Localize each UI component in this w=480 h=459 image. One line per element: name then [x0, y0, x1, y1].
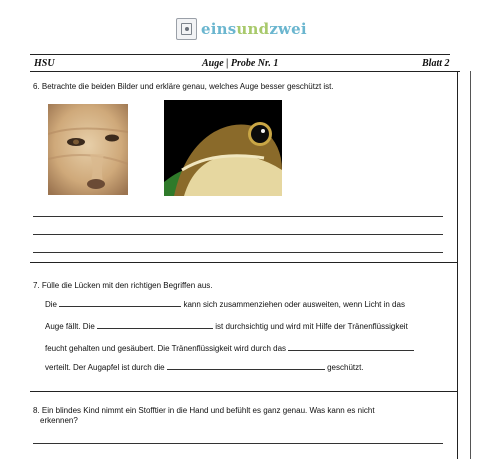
lion-eye-photo [48, 104, 128, 195]
worksheet-header [30, 58, 459, 71]
answer-line[interactable] [33, 252, 443, 253]
header-top-rule [30, 54, 450, 55]
q7-text: 7. Fülle die Lücken mit den richtigen Begriffen aus. [33, 281, 213, 290]
header-bottom-rule [30, 71, 460, 72]
q7-line-2: Auge fällt. Die ist durchsichtig und wird mit Hilfe der Tränenflüssigkeit [45, 322, 408, 331]
q7-line-4: verteilt. Der Augapfel ist durch die geschützt. [45, 363, 364, 372]
q7-line-1: Die kann sich zusammenziehen oder ausweiten, wenn Licht in das [45, 300, 405, 309]
frog-eye-photo [164, 100, 282, 196]
logo-text: einsundzwei [201, 20, 307, 38]
section-divider [30, 391, 458, 392]
section-divider [30, 262, 458, 263]
answer-line[interactable] [33, 216, 443, 217]
header-subject: HSU [34, 58, 55, 69]
cloze-blank[interactable] [167, 361, 325, 370]
q8-text-line2: erkennen? [40, 416, 78, 425]
cloze-blank[interactable] [59, 298, 181, 307]
q7-line-3: feucht gehalten und gesäubert. Die Tränenflüssigkeit wird durch das [45, 342, 414, 353]
answer-line[interactable] [33, 234, 443, 235]
logo [176, 16, 307, 42]
header-title: Auge | Probe Nr. 1 [202, 58, 279, 69]
q8-text-line1: 8. Ein blindes Kind nimmt ein Stofftier in die Hand und befühlt es ganz genau. Was kann es nicht [33, 406, 375, 415]
cloze-blank[interactable] [97, 320, 213, 329]
answer-line[interactable] [33, 443, 443, 444]
header-sheet: Blatt 2 [422, 58, 450, 69]
frame-right-border [457, 71, 458, 459]
cloze-blank[interactable] [288, 342, 414, 351]
q6-text: 6. Betrachte die beiden Bilder und erkläre genau, welches Auge besser geschützt ist. [33, 82, 334, 91]
frame-outer-border [470, 71, 471, 459]
logo-icon [176, 18, 197, 40]
